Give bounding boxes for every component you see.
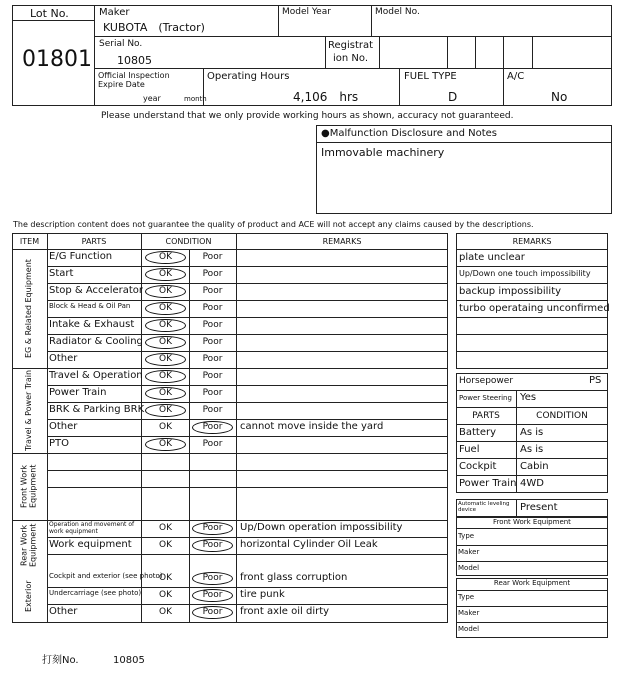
month-label: month: [184, 95, 207, 103]
group-label: Exterior: [24, 580, 34, 613]
group-label: Travel & Power Train: [24, 369, 34, 452]
row-part-label: Stop & Accelerator: [49, 285, 144, 296]
maker-label: Maker: [99, 7, 130, 18]
row-part-label: E/G Function: [49, 251, 113, 262]
spec-condition: 4WD: [520, 478, 544, 489]
ok-mark: OK: [159, 523, 172, 533]
inspection-label-1: Official Inspection: [98, 71, 170, 80]
poor-mark: Poor: [202, 405, 223, 415]
hours-notice: Please understand that we only provide working hours as shown, accuracy not guaranteed.: [101, 111, 514, 121]
year-label: year: [143, 94, 161, 103]
circled-ok-mark: OK: [145, 387, 186, 400]
serial-label: Serial No.: [99, 39, 143, 49]
header-item: ITEM: [19, 237, 40, 246]
poor-mark: Poor: [202, 303, 223, 313]
circled-poor-mark: Poor: [192, 421, 233, 434]
registration-label-2: ion No.: [333, 53, 369, 64]
model-no-label: Model No.: [375, 7, 420, 17]
header-parts: PARTS: [81, 237, 107, 246]
circled-poor-mark: Poor: [192, 539, 233, 552]
poor-mark: Poor: [202, 269, 223, 279]
circled-poor-mark: Poor: [192, 606, 233, 619]
circled-poor-mark: Poor: [192, 522, 233, 535]
rear-work-header: Rear Work Equipment: [493, 579, 571, 587]
row-remark: front glass corruption: [240, 572, 348, 583]
row-part-label: BRK & Parking BRK: [49, 404, 145, 415]
front-model-label: Model: [458, 564, 480, 572]
ok-mark: OK: [159, 573, 172, 583]
front-maker-label: Maker: [458, 548, 480, 556]
right-remarks-header: REMARKS: [512, 237, 552, 246]
specs-parts-header: PARTS: [472, 411, 500, 421]
ac-label: A/C: [507, 71, 525, 82]
row-remark: cannot move inside the yard: [240, 421, 384, 432]
spec-part: Power Train: [459, 478, 517, 489]
row-part-label: Radiator & Cooling: [49, 336, 143, 347]
registration-label-1: Registrat: [328, 40, 374, 51]
row-part-label: Power Train: [49, 387, 107, 398]
circled-ok-mark: OK: [145, 353, 186, 366]
rear-model-label: Model: [458, 625, 480, 633]
fuel-label: FUEL TYPE: [404, 71, 457, 82]
row-remark: tire punk: [240, 589, 285, 600]
row-part-label: Other: [49, 606, 78, 617]
front-type-label: Type: [458, 532, 475, 540]
row-part-label: Start: [49, 268, 74, 279]
spec-condition: As is: [520, 427, 544, 438]
maker-value: KUBOTA (Tractor): [103, 21, 205, 34]
circled-ok-mark: OK: [145, 251, 186, 264]
circled-ok-mark: OK: [145, 370, 186, 383]
model-year-label: Model Year: [282, 7, 331, 17]
circled-poor-mark: Poor: [192, 572, 233, 585]
horsepower-label: Horsepower: [459, 376, 514, 386]
row-part-label: PTO: [49, 438, 70, 449]
poor-mark: Poor: [202, 388, 223, 398]
lot-number: 01801: [22, 47, 92, 72]
stamp-label: 打刻No.: [42, 655, 79, 666]
circled-ok-mark: OK: [145, 319, 186, 332]
hours-value: 4,106 hrs: [293, 90, 359, 104]
poor-mark: Poor: [202, 354, 223, 364]
ac-value: No: [551, 90, 568, 104]
ok-mark: OK: [159, 422, 172, 432]
fuel-value: D: [448, 90, 458, 104]
circled-ok-mark: OK: [145, 404, 186, 417]
steering-label: Power Steering: [459, 394, 512, 402]
spec-part: Cockpit: [459, 461, 497, 472]
hours-label: Operating Hours: [207, 71, 290, 82]
spec-condition: As is: [520, 444, 544, 455]
poor-mark: Poor: [202, 371, 223, 381]
leveling-value: Present: [520, 502, 558, 513]
malfunction-text: Immovable machinery: [321, 146, 445, 159]
leveling-label: Automatic leveling device: [458, 501, 510, 513]
rear-type-label: Type: [458, 593, 475, 601]
horsepower-unit: PS: [589, 375, 602, 386]
row-part-label: Other: [49, 421, 78, 432]
row-remark: horizontal Cylinder Oil Leak: [240, 539, 378, 550]
circled-ok-mark: OK: [145, 438, 186, 451]
row-part-label: Undercarriage (see photo): [49, 589, 142, 597]
row-part-label: Operation and movement of work equipment: [49, 521, 135, 535]
row-part-label: Travel & Operation: [49, 370, 143, 381]
stamp-value: 10805: [113, 655, 145, 666]
rear-maker-label: Maker: [458, 609, 480, 617]
right-remark-line: turbo operataing unconfirmed: [459, 303, 610, 314]
spec-part: Battery: [459, 427, 497, 438]
specs-condition-header: CONDITION: [536, 411, 588, 421]
spec-part: Fuel: [459, 444, 480, 455]
serial-value: 10805: [117, 54, 152, 67]
circled-ok-mark: OK: [145, 336, 186, 349]
header-condition: CONDITION: [165, 237, 212, 246]
circled-ok-mark: OK: [145, 268, 186, 281]
group-label: Front Work Equipment: [19, 464, 38, 509]
spec-condition: Cabin: [520, 461, 549, 472]
poor-mark: Poor: [202, 320, 223, 330]
front-work-header: Front Work Equipment: [493, 518, 571, 526]
row-part-label: Intake & Exhaust: [49, 319, 135, 330]
group-label: Rear Work Equipment: [19, 523, 38, 567]
lot-label: Lot No.: [30, 7, 69, 20]
inspection-label-2: Expire Date: [98, 80, 145, 89]
header-remarks: REMARKS: [322, 237, 362, 246]
poor-mark: Poor: [202, 252, 223, 262]
malfunction-title: ●Malfunction Disclosure and Notes: [321, 128, 498, 139]
right-remark-line: Up/Down one touch impossibility: [459, 269, 591, 278]
row-part-label: Work equipment: [49, 539, 132, 550]
row-part-label: Other: [49, 353, 78, 364]
disclaimer: The description content does not guarantee the quality of product and ACE will not accept any claims caused by the descriptions.: [13, 220, 534, 229]
circled-ok-mark: OK: [145, 302, 186, 315]
row-part-label: Cockpit and exterior (see photo): [49, 572, 163, 580]
ok-mark: OK: [159, 590, 172, 600]
circled-poor-mark: Poor: [192, 589, 233, 602]
ok-mark: OK: [159, 607, 172, 617]
row-remark: Up/Down operation impossibility: [240, 522, 403, 533]
poor-mark: Poor: [202, 286, 223, 296]
circled-ok-mark: OK: [145, 285, 186, 298]
right-remark-line: plate unclear: [459, 252, 525, 263]
poor-mark: Poor: [202, 337, 223, 347]
right-remark-line: backup impossibility: [459, 286, 562, 297]
row-part-label: Block & Head & Oil Pan: [49, 302, 131, 310]
group-label: EG & Related Equipment: [24, 259, 34, 358]
ok-mark: OK: [159, 540, 172, 550]
steering-value: Yes: [520, 392, 537, 403]
row-remark: front axle oil dirty: [240, 606, 330, 617]
poor-mark: Poor: [202, 439, 223, 449]
